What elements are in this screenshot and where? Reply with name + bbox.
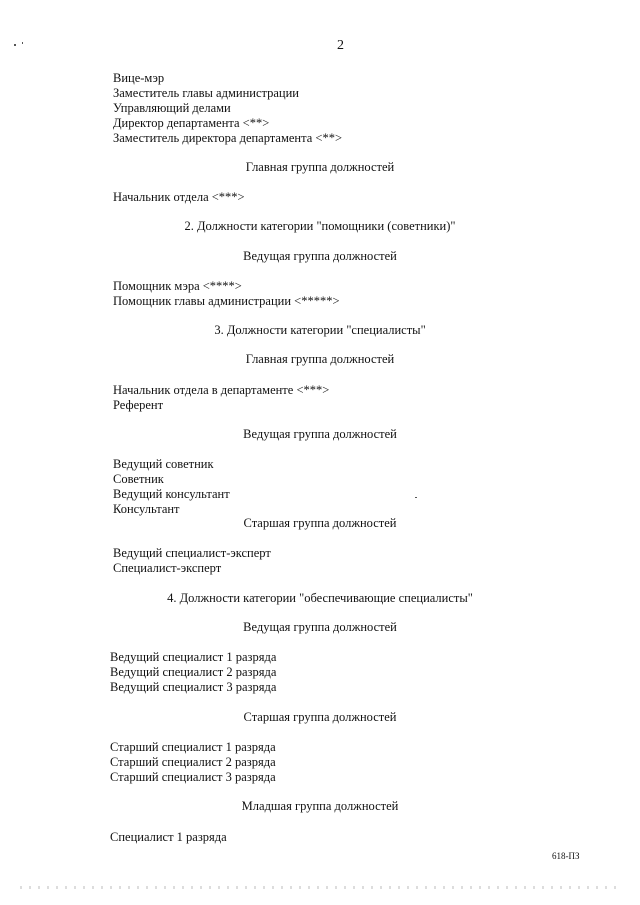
group-heading: Ведущая группа должностей (243, 620, 397, 634)
group-heading: Главная группа должностей (245, 352, 395, 366)
scan-speck (14, 44, 16, 46)
group-heading: Ведущая группа должностей (243, 249, 397, 263)
list-item: Специалист-эксперт (113, 561, 222, 575)
list-item: Заместитель директора департамента <**> (113, 131, 343, 145)
list-item: Вице-мэр (113, 71, 165, 85)
document-code: 618-ПЗ (552, 851, 580, 861)
list-item: Начальник отдела в департаменте <***> (113, 383, 330, 397)
scan-noise (20, 886, 620, 889)
scan-speck (415, 497, 417, 498)
list-item: Старший специалист 2 разряда (110, 755, 276, 769)
list-item: Консультант (113, 502, 180, 516)
list-item: Помощник мэра <****> (113, 279, 242, 293)
list-item: Старший специалист 1 разряда (110, 740, 276, 754)
list-item: Начальник отдела <***> (113, 190, 245, 204)
list-item: Ведущий специалист 2 разряда (110, 665, 277, 679)
list-item: Старший специалист 3 разряда (110, 770, 276, 784)
group-heading: Младшая группа должностей (241, 799, 399, 813)
list-item: Ведущий специалист 1 разряда (110, 650, 277, 664)
list-item: Референт (113, 398, 164, 412)
group-heading: Ведущая группа должностей (243, 427, 397, 441)
page-number: 2 (337, 38, 344, 53)
list-item: Ведущий советник (113, 457, 214, 471)
list-item: Заместитель главы администрации (113, 86, 299, 100)
section-title: 3. Должности категории "специалисты" (214, 323, 426, 337)
scan-speck (22, 42, 23, 44)
list-item: Советник (113, 472, 164, 486)
list-item: Директор департамента <**> (113, 116, 270, 130)
section-title: 4. Должности категории "обеспечивающие специалисты" (167, 591, 473, 605)
list-item: Помощник главы администрации <*****> (113, 294, 340, 308)
list-item: Управляющий делами (113, 101, 231, 115)
list-item: Ведущий специалист-эксперт (113, 546, 271, 560)
section-title: 2. Должности категории "помощники (советники)" (184, 219, 456, 233)
list-item: Ведущий специалист 3 разряда (110, 680, 277, 694)
group-heading: Главная группа должностей (245, 160, 395, 174)
list-item: Специалист 1 разряда (110, 830, 227, 844)
group-heading: Старшая группа должностей (243, 710, 397, 724)
list-item: Ведущий консультант (113, 487, 230, 501)
group-heading: Старшая группа должностей (243, 516, 397, 530)
